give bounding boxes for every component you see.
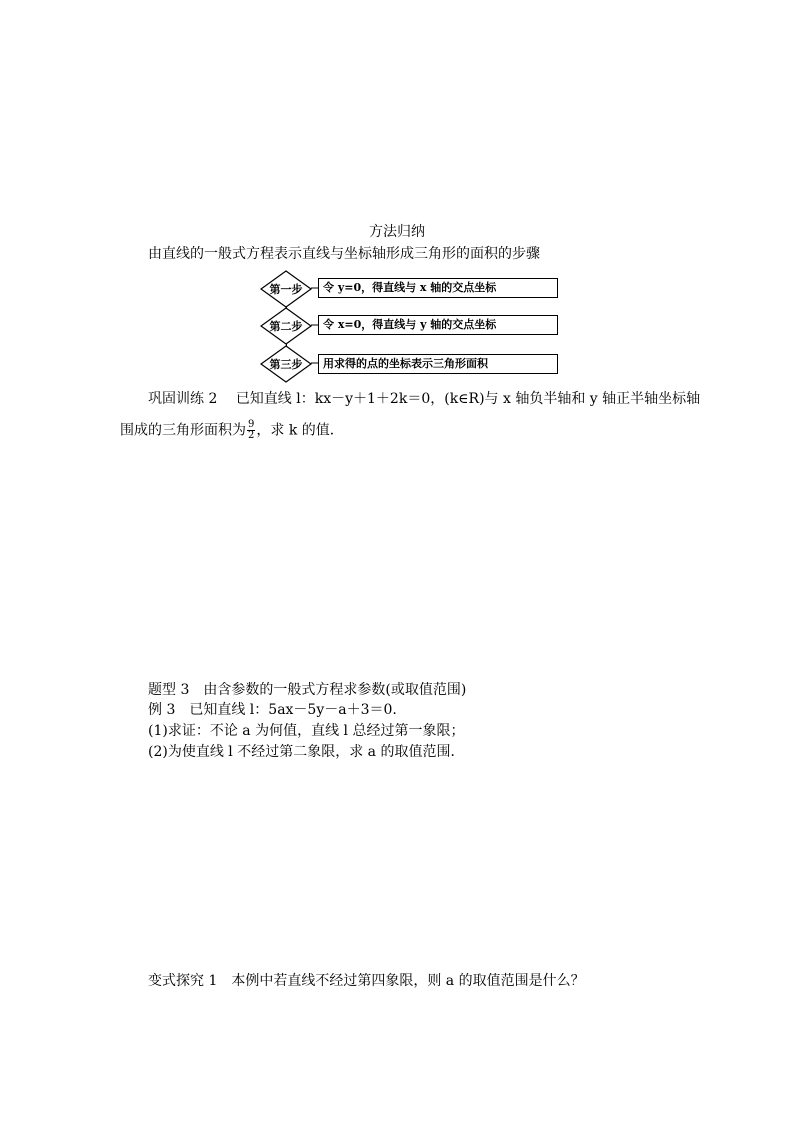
step-2-tag: 第二步 [269,320,303,333]
exercise-2-text-c: ，求 k 的值． [256,422,344,439]
step-2-box: 令 x=0，得直线与 y 轴的交点坐标 [318,315,558,335]
step-1-diamond [260,270,312,308]
fraction-denominator: 2 [248,430,255,441]
fraction [247,420,255,441]
exercise-2-line-2 [120,420,344,441]
step-3-diamond [260,345,312,383]
type-3-heading: 题型 3 由含参数的一般式方程求参数(或取值范围) [148,682,467,698]
method-subtitle: 由直线的一般式方程表示直线与坐标轴形成三角形的面积的步骤 [148,246,540,262]
method-title: 方法归纳 [369,224,425,240]
step-1-tag: 第一步 [269,283,303,296]
exercise-2-text-b: 围成的三角形面积为 [120,422,246,439]
exercise-2-line-1 [148,390,700,408]
example-3-part-2: (2)为使直线 l 不经过第二象限，求 a 的取值范围． [148,744,465,760]
exercise-2-label: 巩固训练 2 [148,391,218,407]
example-3-statement: 例 3 已知直线 l：5ax－5y－a＋3＝0. [148,702,397,718]
step-3-tag: 第三步 [269,358,303,371]
step-2-diamond [260,307,312,345]
example-3-part-1: (1)求证：不论 a 为何值，直线 l 总经过第一象限； [148,723,465,739]
step-1-box: 令 y=0，得直线与 x 轴的交点坐标 [318,278,558,298]
step-3-box: 用求得的点的坐标表示三角形面积 [318,354,558,374]
exercise-2-text: 已知直线 l：kx－y＋1＋2k＝0，(k∈R)与 x 轴负半轴和 y 轴正半轴坐标轴 [235,391,701,407]
fraction-numerator: 9 [248,419,255,430]
variant-1-question: 变式探究 1 本例中若直线不经过第四象限，则 a 的取值范围是什么？ [148,973,585,989]
